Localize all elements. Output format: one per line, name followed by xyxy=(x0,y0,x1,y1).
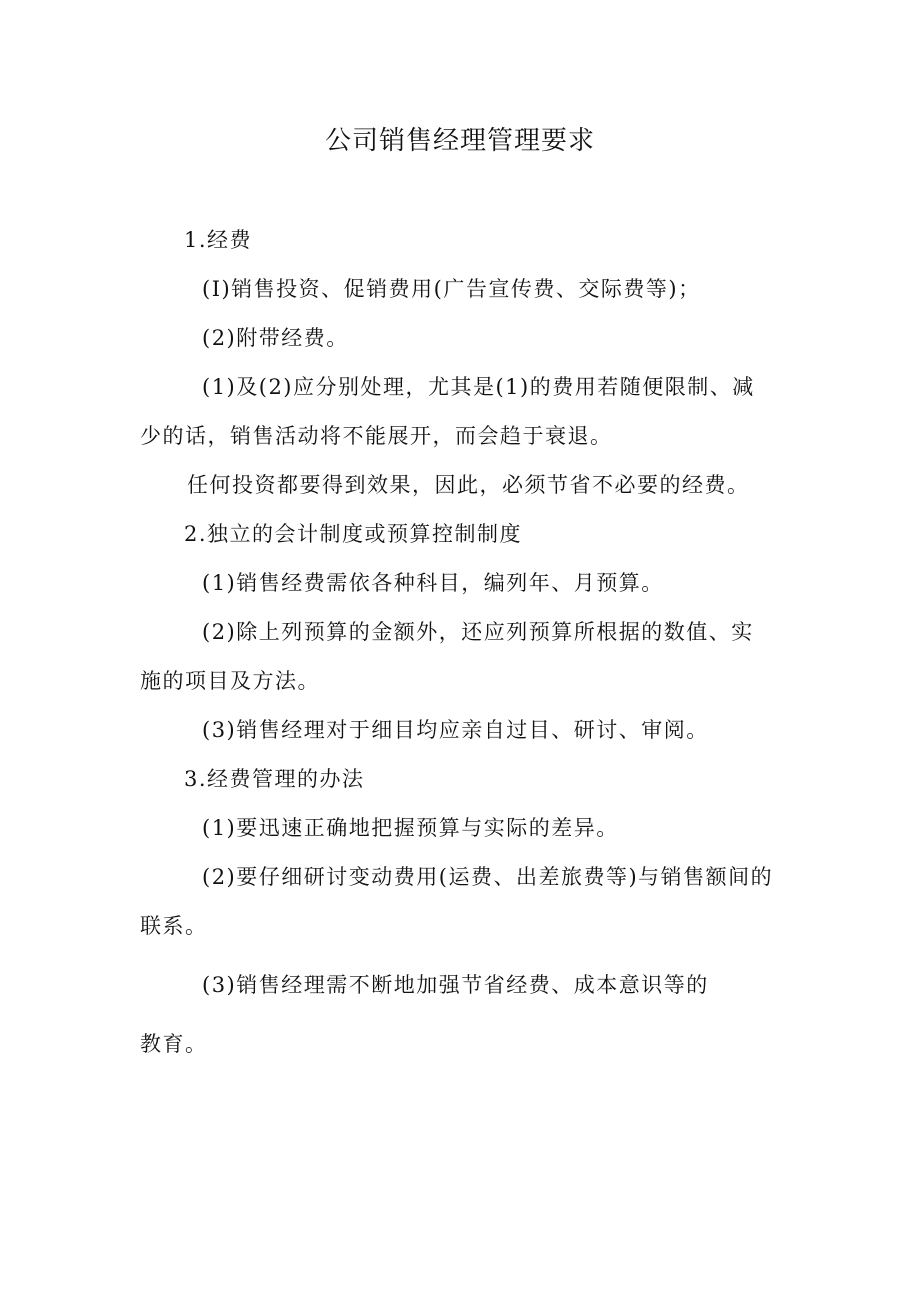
paragraph-line: 教育。 xyxy=(140,1032,208,1056)
section-heading-3: 3.经费管理的办法 xyxy=(184,767,365,791)
paragraph-line: 任何投资都要得到效果，因此，必须节省不必要的经费。 xyxy=(187,473,750,497)
paragraph-line: (1)及(2)应分别处理，尤其是(1)的费用若随便限制、减 xyxy=(202,375,755,399)
page-title: 公司销售经理管理要求 xyxy=(324,126,595,156)
paragraph-line: (2)除上列预算的金额外，还应列预算所根据的数值、实 xyxy=(202,620,754,644)
paragraph-line: (3)销售经理需不断地加强节省经费、成本意识等的 xyxy=(202,973,709,997)
paragraph-line: 联系。 xyxy=(140,914,208,938)
paragraph-line: (1)销售经费需依各种科目，编列年、月预算。 xyxy=(202,571,664,595)
paragraph-line: (1)要迅速正确地把握预算与实际的差异。 xyxy=(202,816,619,840)
paragraph-line: 少的话，销售活动将不能展开，而会趋于衰退。 xyxy=(140,424,613,448)
paragraph-line: (2)附带经费。 xyxy=(202,326,349,350)
paragraph-line: (I)销售投资、促销费用(广告宣传费、交际费等)； xyxy=(202,277,701,301)
section-heading-2: 2.独立的会计制度或预算控制制度 xyxy=(184,522,523,546)
paragraph-line: (2)要仔细研讨变动费用(运费、出差旅费等)与销售额间的 xyxy=(202,865,774,889)
document-body xyxy=(140,216,788,1069)
paragraph-line: (3)销售经理对于细目均应亲自过目、研讨、审阅。 xyxy=(202,718,709,742)
paragraph-line: 施的项目及方法。 xyxy=(140,669,320,693)
section-heading-1: 1.经费 xyxy=(184,228,253,252)
